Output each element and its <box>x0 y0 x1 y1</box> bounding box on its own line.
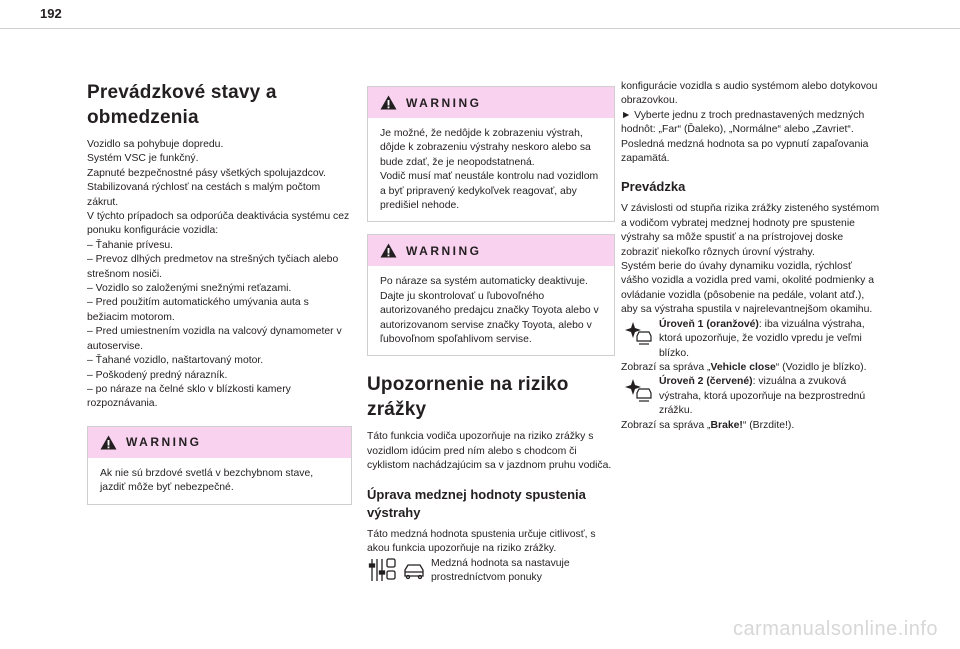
message-suffix: “ (Brzdite!). <box>742 419 795 431</box>
page-number: 192 <box>40 6 62 21</box>
alert-level-2 <box>621 375 881 433</box>
warning-title: WARNING <box>126 435 202 450</box>
watermark: carmanualsonline.info <box>732 618 938 640</box>
threshold-text: Táto medzná hodnota spustenia určuje citlivosť, s akou funkcia upozorňuje na riziko zrážky. <box>367 528 596 555</box>
threshold-selection-text: konfigurácie vozidla s audio systémom alebo dotykovou obrazovkou. ► Vyberte jednu z troch prednastavených medzných hodnôt: „Far“ (Ďaleko), „Normálne“ alebo „Zavriet“. Posledná medzná hodnota sa po vypnutí zapaľovania zapamätá. <box>621 81 878 165</box>
title-line: obmedzenia <box>87 107 199 128</box>
warning-title: WARNING <box>406 243 482 258</box>
alert-level-2-message <box>621 419 881 433</box>
message-prefix: Zobrazí sa správa „ <box>621 361 711 373</box>
warning-text: Po náraze sa systém automaticky deaktivuje. Dajte ju skontrolovať u ľubovoľného autorizovaného predajcu značky Toyota alebo v autorizovanom servise značky Toyota, alebo v ľubovoľnom spoľahlivom servise. <box>380 276 599 346</box>
column-right <box>621 80 881 433</box>
alert-level-2-desc: : vizuálna a zvuková výstraha, ktorá upozorňuje na bezprostrednú zrážku. <box>659 376 866 417</box>
title-line: Upozornenie na riziko <box>367 374 569 396</box>
column-middle <box>367 86 615 585</box>
warning-box-brake-lights <box>87 426 352 505</box>
title-line: zrážky <box>367 399 427 421</box>
section-title-operating-conditions <box>87 80 352 130</box>
alert-level-1-message <box>621 361 881 375</box>
warning-header <box>368 235 614 266</box>
title-line: Prevádzkové stavy a <box>87 82 277 103</box>
alert-level-2-label: Úroveň 2 (červené) <box>659 376 753 388</box>
warning-header <box>88 427 351 458</box>
operating-conditions-text: Vozidlo sa pohybuje dopredu. Systém VSC je funkčný. Zapnuté bezpečnostné pásy všetkých spolujazdcov. Stabilizovaná rýchlosť na cestách s malým počtom zákrut. V týchto prípadoch sa odporúča deaktivácia systému cez ponuku konfigurácie vozidla: – Ťahanie prívesu. – Prevoz dlhých predmetov na strešných tyčiach alebo strešnom nosiči. – Vozidlo so založenými snežnými reťazami. – Pred použitím automatického umývania auta s bežiacim motorom. – Pred umiestnením vozidla na valcový dynamometer v autoservise. – Ťahané vozidlo, naštartovaný motor. – Poškodený predný nárazník. – po náraze na čelné sklo v blízkosti kamery rozpoznávania. <box>87 139 350 410</box>
message-suffix: “ (Vozidlo je blízko). <box>775 361 867 373</box>
column-left <box>87 80 352 505</box>
warning-triangle-icon <box>100 435 117 450</box>
warning-triangle-icon <box>380 95 397 110</box>
subsection-title-threshold: Úprava medznej hodnoty spustenia výstrahy <box>367 486 586 520</box>
warning-title: WARNING <box>406 95 482 110</box>
operation-text: V závislosti od stupňa rizika zrážky zisteného systémom a vodičom vybratej medznej hodnoty pre spustenie výstrahy sa môže spustiť a na prístrojovej doske zobraziť niekoľko rôznych úrovní výstrahy. Systém berie do úvahy dynamiku vozidla, rýchlosť vášho vozidla a vozidla pred vami, okolité podmienky a ovládanie vozidla (pôsobenie na pedále, volant atď.), aby sa výstraha spustila v najrelevantnejšom okamihu. <box>621 203 880 316</box>
collision-alert-orange-icon <box>621 320 655 346</box>
message-prefix: Zobrazí sa správa „ <box>621 419 711 431</box>
alert-level-1-desc: : iba vizuálna výstraha, ktorá upozorňuje, že vozidlo vpredu je veľmi blízko. <box>659 318 865 359</box>
collision-warning-text: Táto funkcia vodiča upozorňuje na riziko zrážky s vozidlom idúcim pred ním alebo s chodcom či cyklistom nachádzajúcim sa v jazdnom pruhu vodiča. <box>367 431 612 472</box>
warning-header <box>368 87 614 118</box>
menu-note-text: Medzná hodnota sa nastavuje prostredníctvom ponuky <box>431 557 570 583</box>
section-title-collision-warning <box>367 372 615 422</box>
subsection-title-operation: Prevádzka <box>621 179 686 195</box>
alert-level-1 <box>621 318 881 376</box>
message-brake: Brake! <box>710 419 743 431</box>
message-vehicle-close: Vehicle close <box>710 361 776 373</box>
warning-box-alerts <box>367 86 615 222</box>
warning-box-impact <box>367 234 615 356</box>
header-divider <box>0 28 960 29</box>
warning-text: Ak nie sú brzdové svetlá v bezchybnom stave, jazdiť môže byť nebezpečné. <box>100 467 314 494</box>
warning-text: Je možné, že nedôjde k zobrazeniu výstrah, dôjde k zobrazeniu výstrahy neskoro alebo sa bude zdať, že je neopodstatnená. Vodič musí mať neustále kontrolu nad vozidlom a byť pripravený kedykoľvek reagovať, aby predišiel nehode. <box>380 128 599 212</box>
menu-note <box>367 557 615 586</box>
alert-level-2-text <box>621 375 881 418</box>
warning-triangle-icon <box>380 243 397 258</box>
collision-alert-red-icon <box>621 377 655 403</box>
alert-level-1-text <box>621 318 881 361</box>
vehicle-settings-menu-icon <box>367 557 429 583</box>
alert-level-1-label: Úroveň 1 (oranžové) <box>659 318 759 330</box>
